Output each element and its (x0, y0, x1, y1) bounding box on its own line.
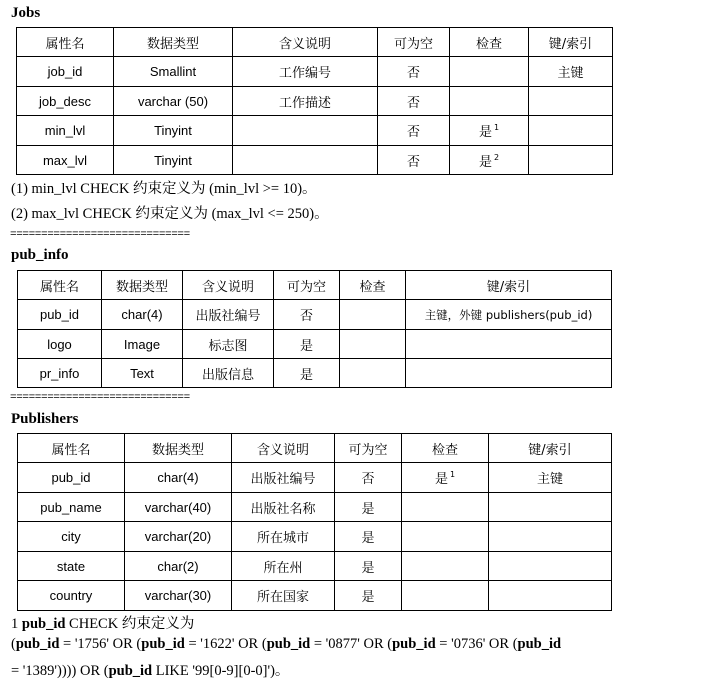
table-cell: 是 (335, 552, 402, 581)
header-cell: 数据类型 (102, 271, 183, 300)
table-cell: 主键 (529, 57, 613, 87)
note-lead: 1 (11, 616, 22, 632)
table-cell: 工作描述 (233, 87, 378, 116)
table-cell: 是 (335, 493, 402, 522)
table-cell: char(4) (125, 463, 232, 493)
table-cell: 出版信息 (183, 359, 274, 388)
table-cell: 否 (378, 87, 450, 116)
table-cell (340, 359, 406, 388)
jobs-table (16, 27, 613, 175)
cell-text: 是 (434, 472, 448, 487)
table-row (17, 116, 613, 146)
table-cell: max_lvl (17, 146, 114, 175)
table-cell (402, 552, 489, 581)
table-cell: pub_name (18, 493, 125, 522)
table-cell: 标志图 (183, 330, 274, 359)
table-cell (340, 330, 406, 359)
footnote-marker: 1 (449, 470, 456, 479)
table-cell: 是 (335, 581, 402, 611)
table-cell: 出版社编号 (183, 300, 274, 330)
table-cell (489, 552, 612, 581)
footnote-marker: 2 (493, 152, 500, 162)
table-cell: Smallint (114, 57, 233, 87)
header-cell: 键/索引 (529, 28, 613, 57)
header-cell: 可为空 (274, 271, 340, 300)
table-cell: 否 (378, 116, 450, 146)
table-cell: 主键，外键 publishers(pub_id) (406, 300, 612, 330)
table-row (18, 493, 612, 522)
table-cell: 所在国家 (232, 581, 335, 611)
table-row (17, 57, 613, 87)
table-cell: 否 (378, 57, 450, 87)
pub-info-table (17, 270, 612, 388)
table-cell: 主键 (489, 463, 612, 493)
table-cell (529, 116, 613, 146)
table-cell (450, 57, 529, 87)
expr-text: = '0877' OR ( (310, 636, 393, 652)
table-cell (489, 522, 612, 552)
table-cell: city (18, 522, 125, 552)
expr-text: = '1389')))) OR ( (11, 663, 109, 679)
table-cell (233, 116, 378, 146)
table-cell: 否 (335, 463, 402, 493)
table-cell: 否 (378, 146, 450, 175)
table-row (18, 300, 612, 330)
table-cell: min_lvl (17, 116, 114, 146)
header-cell: 键/索引 (489, 434, 612, 463)
publishers-note (11, 612, 194, 633)
header-cell: 检查 (340, 271, 406, 300)
table-cell: varchar (50) (114, 87, 233, 116)
jobs-title: Jobs (11, 5, 41, 21)
header-cell: 数据类型 (114, 28, 233, 57)
table-cell: job_desc (17, 87, 114, 116)
table-cell: varchar(40) (125, 493, 232, 522)
table-cell: 工作编号 (233, 57, 378, 87)
header-cell: 键/索引 (406, 271, 612, 300)
table-cell: 出版社名称 (232, 493, 335, 522)
expr-field: pub_id (392, 636, 436, 652)
pub-info-title: pub_info (11, 247, 69, 263)
expr-field: pub_id (266, 636, 311, 652)
header-cell: 可为空 (378, 28, 450, 57)
table-cell: pub_id (18, 300, 102, 330)
table-row (18, 581, 612, 611)
table-header-row (18, 271, 612, 300)
expr-field: pub_id (141, 636, 185, 652)
table-cell (529, 146, 613, 175)
expr-text: LIKE '99[0-9][0-0]')。 (152, 663, 290, 679)
table-cell (450, 87, 529, 116)
table-header-row (17, 28, 613, 57)
table-cell: char(2) (125, 552, 232, 581)
table-cell (402, 463, 489, 493)
expr-text: = '1622' OR ( (184, 636, 267, 652)
table-row (18, 330, 612, 359)
table-cell: state (18, 552, 125, 581)
table-cell: char(4) (102, 300, 183, 330)
table-row (17, 87, 613, 116)
table-cell (406, 359, 612, 388)
table-row (18, 552, 612, 581)
header-cell: 检查 (450, 28, 529, 57)
header-cell: 数据类型 (125, 434, 232, 463)
table-cell: job_id (17, 57, 114, 87)
table-cell: varchar(20) (125, 522, 232, 552)
expr-text: = '0736' OR ( (435, 636, 518, 652)
table-cell: 是 (274, 359, 340, 388)
table-cell (233, 146, 378, 175)
table-cell: 是 (335, 522, 402, 552)
check-expression-line-2 (11, 659, 289, 680)
table-row (18, 522, 612, 552)
table-cell: pub_id (18, 463, 125, 493)
table-cell: 是 (274, 330, 340, 359)
note-rest: CHECK 约束定义为 (65, 616, 195, 632)
table-header-row (18, 434, 612, 463)
expr-field: pub_id (15, 636, 60, 652)
header-cell: 含义说明 (233, 28, 378, 57)
table-cell (406, 330, 612, 359)
header-cell: 属性名 (18, 271, 102, 300)
cell-text: 是 (478, 125, 492, 140)
table-cell (402, 493, 489, 522)
header-cell: 可为空 (335, 434, 402, 463)
expr-text: ( (11, 636, 16, 652)
header-cell: 属性名 (18, 434, 125, 463)
table-cell: 所在州 (232, 552, 335, 581)
header-cell: 含义说明 (232, 434, 335, 463)
footnote-marker: 1 (493, 123, 500, 132)
publishers-table (17, 433, 612, 611)
table-row (18, 359, 612, 388)
header-cell: 检查 (402, 434, 489, 463)
check-expression-line-1 (11, 636, 561, 653)
separator-line: ============================= (10, 392, 190, 404)
expr-field: pub_id (108, 663, 153, 679)
table-cell: Tinyint (114, 116, 233, 146)
table-cell (450, 146, 529, 175)
cell-text: 是 (478, 154, 492, 170)
table-cell (450, 116, 529, 146)
jobs-note-1: (1) min_lvl CHECK 约束定义为 (min_lvl >= 10)。 (11, 181, 317, 197)
expr-field: pub_id (517, 636, 562, 652)
table-cell (489, 581, 612, 611)
table-cell (402, 522, 489, 552)
table-row (17, 146, 613, 175)
note-field: pub_id (21, 616, 66, 632)
table-row (18, 463, 612, 493)
table-cell: 所在城市 (232, 522, 335, 552)
table-cell: 出版社编号 (232, 463, 335, 493)
separator-line: ============================= (10, 229, 190, 241)
publishers-title: Publishers (11, 411, 79, 427)
jobs-note-2: (2) max_lvl CHECK 约束定义为 (max_lvl <= 250)。 (11, 206, 329, 222)
header-cell: 属性名 (17, 28, 114, 57)
table-cell: Image (102, 330, 183, 359)
table-cell (402, 581, 489, 611)
header-cell: 含义说明 (183, 271, 274, 300)
table-cell: Tinyint (114, 146, 233, 175)
table-cell (340, 300, 406, 330)
table-cell: logo (18, 330, 102, 359)
table-cell: pr_info (18, 359, 102, 388)
table-cell (489, 493, 612, 522)
expr-text: = '1756' OR ( (59, 636, 142, 652)
table-cell: 否 (274, 300, 340, 330)
table-cell (529, 87, 613, 116)
table-cell: Text (102, 359, 183, 388)
table-cell: country (18, 581, 125, 611)
table-cell: varchar(30) (125, 581, 232, 611)
